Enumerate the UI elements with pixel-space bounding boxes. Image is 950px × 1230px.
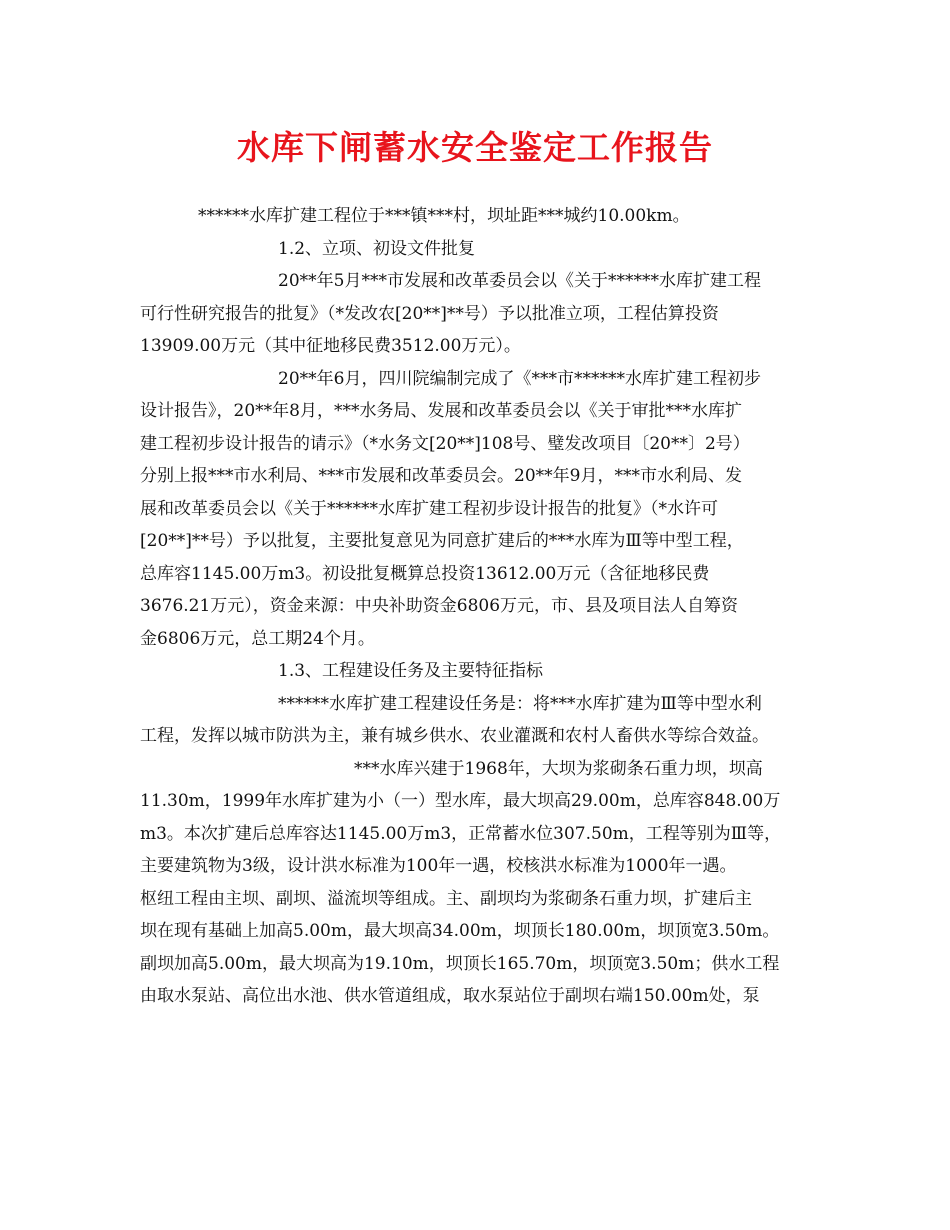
paragraph-line: ******水库扩建工程位于***镇***村，坝址距***城约10.00km。 (198, 206, 690, 226)
paragraph-line: 由取水泵站、高位出水池、供水管道组成，取水泵站位于副坝右端150.00m处，泵 (140, 986, 760, 1006)
paragraph-line: 枢纽工程由主坝、副坝、溢流坝等组成。主、副坝均为浆砌条石重力坝，扩建后主 (140, 888, 752, 909)
paragraph-line: 总库容1145.00万m3。初设批复概算总投资13612.00万元（含征地移民费 (140, 563, 710, 584)
paragraph-line: ******水库扩建工程建设任务是：将***水库扩建为Ⅲ等中型水利 (278, 693, 762, 714)
paragraph-line: ***水库兴建于1968年，大坝为浆砌条石重力坝，坝高 (354, 758, 763, 779)
paragraph-line: 20**年6月，四川院编制完成了《***市******水库扩建工程初步 (278, 368, 761, 389)
document-title: 水库下闸蓄水安全鉴定工作报告 (237, 128, 713, 167)
paragraph-line: 展和改革委员会以《关于******水库扩建工程初步设计报告的批复》（*水许可 (140, 498, 718, 519)
paragraph-line: 分别上报***市水利局、***市发展和改革委员会。20**年9月，***市水利局、发 (140, 466, 742, 486)
paragraph-line: 11.30m，1999年水库扩建为小（一）型水库，最大坝高29.00m，总库容848.00万 (140, 791, 781, 811)
section-heading: 1.2、立项、初设文件批复 (278, 238, 476, 259)
paragraph-line: [20**]**号）予以批复，主要批复意见为同意扩建后的***水库为Ⅲ等中型工程， (140, 531, 744, 551)
section-heading: 1.3、工程建设任务及主要特征指标 (278, 661, 544, 681)
document-body (140, 200, 820, 1013)
paragraph-line: 3676.21万元），资金来源：中央补助资金6806万元，市、县及项目法人自筹资 (140, 596, 739, 616)
paragraph-line: 坝在现有基础上加高5.00m，最大坝高34.00m，坝顶长180.00m，坝顶宽3.50m。 (140, 921, 780, 941)
paragraph-line: 主要建筑物为3级，设计洪水标准为100年一遇，校核洪水标准为1000年一遇。 (140, 856, 737, 876)
paragraph-line: 工程，发挥以城市防洪为主，兼有城乡供水、农业灌溉和农村人畜供水等综合效益。 (140, 726, 769, 746)
paragraph-line: 建工程初步设计报告的请示》（*水务文[20**]108号、璧发改项目〔20**〕2号） (140, 433, 750, 454)
paragraph-line: 13909.00万元（其中征地移民费3512.00万元）。 (140, 336, 521, 356)
paragraph-line: 20**年5月***市发展和改革委员会以《关于******水库扩建工程 (278, 271, 761, 291)
paragraph-line: 金6806万元，总工期24个月。 (140, 628, 375, 649)
paragraph-line: 副坝加高5.00m，最大坝高为19.10m，坝顶长165.70m，坝顶宽3.50m；供水工程 (140, 953, 780, 974)
paragraph-line: m3。本次扩建后总库容达1145.00万m3，正常蓄水位307.50m，工程等别为Ⅲ等， (140, 823, 782, 844)
paragraph-line: 可行性研究报告的批复》（*发改农[20**]**号）予以批准立项，工程估算投资 (140, 303, 719, 324)
paragraph-line: 设计报告》，20**年8月，***水务局、发展和改革委员会以《关于审批***水库扩 (140, 401, 742, 421)
